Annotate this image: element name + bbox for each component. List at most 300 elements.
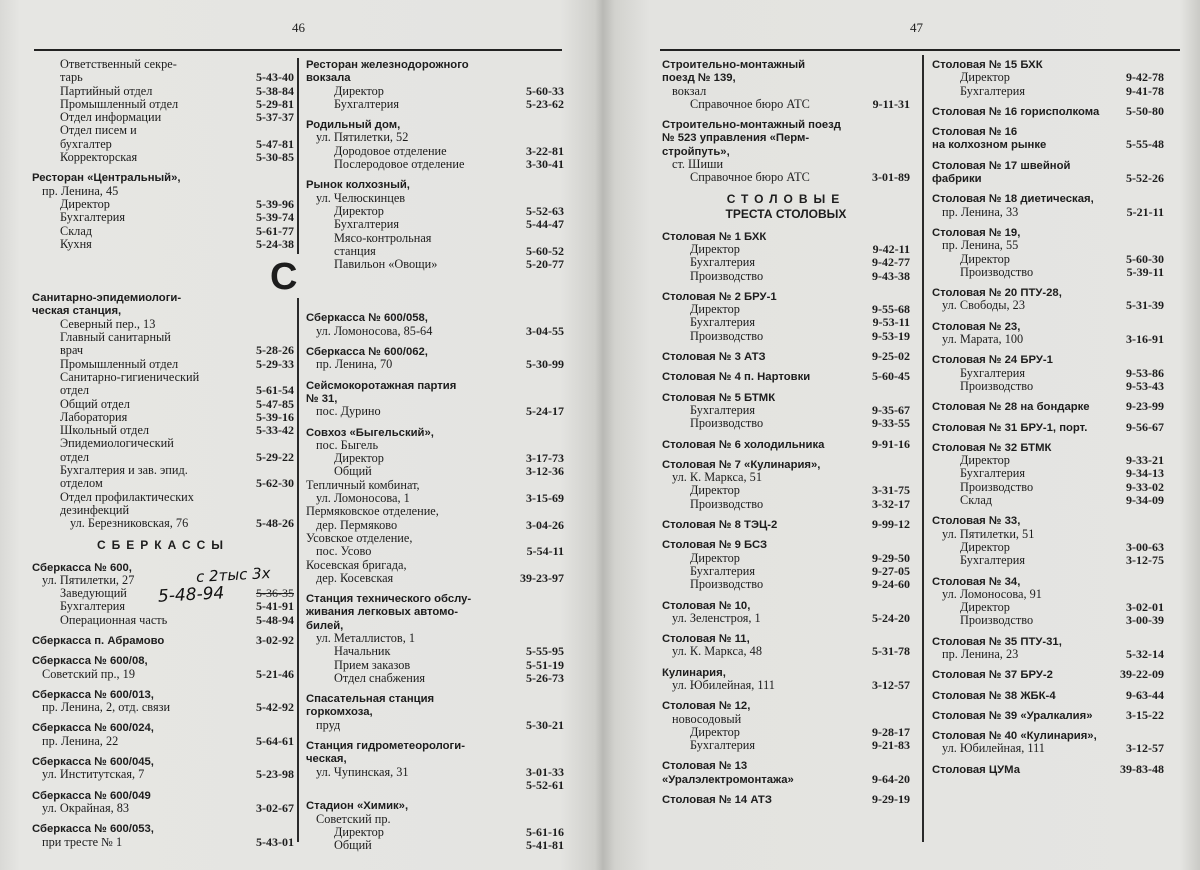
entry-line (32, 211, 294, 224)
phone-number: 9-23-99 (1126, 399, 1164, 414)
entry-label: Отдел снабжения (334, 670, 426, 685)
directory-entry (32, 171, 294, 251)
phone-number: 5-30-99 (526, 357, 564, 372)
entry-line (306, 192, 564, 205)
directory-entry (306, 178, 564, 271)
entry-line (32, 668, 294, 681)
entry-line (32, 98, 294, 111)
phone-number: 5-52-63 (526, 203, 564, 218)
column-1 (32, 58, 294, 856)
column-divider-left-bottom (297, 298, 299, 842)
phone-number: 39-83-48 (1120, 761, 1164, 776)
entry-label: Столовая № 15 БХК (932, 59, 1043, 71)
entry-line (306, 813, 564, 826)
directory-entry (662, 666, 910, 693)
entry-label: Дородовое отделение (334, 143, 447, 158)
entry-label: вокзал (672, 83, 707, 98)
entry-line (306, 258, 564, 271)
entry-label: Столовая № 33, (932, 515, 1021, 528)
entry-line (32, 491, 294, 504)
entry-label: Столовая № 9 БСЗ (662, 539, 768, 552)
entry-line (32, 111, 294, 124)
entry-line (306, 145, 564, 158)
entry-label: Бухгалтерия (334, 217, 400, 232)
entry-label: Стадион «Химик», (306, 800, 409, 813)
phone-number: 5-61-54 (256, 383, 294, 398)
entry-title-line (662, 370, 910, 383)
entry-line (662, 330, 910, 343)
entry-line (662, 85, 910, 98)
directory-entry (932, 763, 1164, 776)
entry-title-line (306, 426, 564, 439)
entry-line (306, 479, 564, 492)
entry-title-line (932, 729, 1164, 742)
entry-label: Строительно-монтажный (662, 59, 806, 71)
entry-label: Столовая № 35 ПТУ-31, (932, 635, 1062, 648)
entry-title-line (662, 438, 910, 451)
entry-label: ул. Чупинская, 31 (316, 764, 409, 779)
entry-line (662, 98, 910, 111)
section-heading (662, 192, 910, 222)
entry-label: Заведующий (60, 586, 127, 601)
entry-label: Послеродовое отделение (334, 157, 465, 172)
entry-label: на колхозном рынке (932, 139, 1047, 152)
phone-number: 3-17-73 (526, 451, 564, 466)
entry-label: Лаборатория (60, 409, 128, 424)
entry-line (662, 713, 910, 726)
phone-number: 3-22-81 (526, 143, 564, 158)
entry-label: Директор (690, 241, 740, 256)
directory-entry (306, 426, 564, 586)
phone-number: 3-02-01 (1126, 600, 1164, 615)
entry-line (662, 417, 910, 430)
entry-title-line (306, 592, 564, 605)
entry-line (306, 826, 564, 839)
entry-title-line (306, 705, 564, 718)
entry-line (662, 484, 910, 497)
directory-entry (932, 105, 1164, 118)
entry-label: Пермяковское отделение, (306, 504, 439, 519)
directory-entry (932, 729, 1164, 756)
phone-number: 9-34-09 (1126, 493, 1164, 508)
directory-entry (306, 345, 564, 372)
entry-title-line (662, 538, 910, 551)
entry-line (932, 380, 1164, 393)
entry-label: Столовая № 11, (662, 633, 750, 646)
directory-entry (932, 353, 1164, 393)
entry-label: пос. Быгель (316, 437, 379, 452)
directory-entry (932, 192, 1164, 219)
entry-title-line (662, 518, 910, 531)
entry-line (32, 614, 294, 627)
entry-label: ул. Ломоносова, 85-64 (316, 323, 433, 338)
entry-label: врач (60, 343, 84, 358)
entry-label: Промышленный отдел (60, 96, 179, 111)
entry-label: Отдел информации (60, 110, 162, 125)
phone-number: 9-53-19 (872, 328, 910, 343)
directory-entry (306, 58, 564, 111)
entry-line (932, 554, 1164, 567)
entry-label: Столовая № 3 АТЗ (662, 351, 766, 364)
entry-line (32, 225, 294, 238)
directory-entry (932, 441, 1164, 507)
entry-label: горкомхоза, (306, 706, 373, 719)
entry-label: Столовая № 10, (662, 599, 751, 612)
entry-label: Столовая № 16 (932, 126, 1018, 139)
entry-line (306, 505, 564, 518)
entry-title-line (662, 773, 910, 786)
entry-label: пр. Ленина, 45 (42, 183, 119, 198)
entry-line (662, 316, 910, 329)
directory-entry (932, 226, 1164, 279)
entry-line (32, 384, 294, 397)
entry-label: Производство (690, 268, 764, 283)
entry-label: Производство (960, 479, 1034, 494)
phone-number: 3-15-22 (1126, 707, 1164, 722)
entry-title-line (662, 599, 910, 612)
entry-line (932, 614, 1164, 627)
entry-label: Сберкасса № 600/053, (32, 823, 154, 836)
entry-label: живания легковых автомо- (306, 606, 459, 619)
phone-number: 9-53-11 (872, 315, 910, 330)
entry-title-line (306, 379, 564, 392)
phone-number: 9-11-31 (872, 96, 910, 111)
directory-entry (932, 575, 1164, 628)
phone-number: 9-53-43 (1126, 378, 1164, 393)
entry-label: пр. Ленина, 33 (942, 204, 1019, 219)
entry-title-line (932, 763, 1164, 776)
entry-title-line (306, 178, 564, 191)
entry-line (932, 742, 1164, 755)
entry-label: ул. К. Маркса, 51 (672, 470, 762, 485)
entry-label: Сберкасса п. Абрамово (32, 634, 165, 647)
phone-number: 3-01-33 (526, 764, 564, 779)
entry-label: Бухгалтерия (690, 315, 756, 330)
entry-label: Столовая № 14 АТЗ (662, 794, 772, 807)
entry-line (32, 504, 294, 517)
column-divider-right (922, 55, 924, 842)
entry-label: ул. Юбилейная, 111 (672, 677, 775, 692)
directory-entry (306, 739, 564, 792)
entry-line (932, 333, 1164, 346)
directory-entry (932, 635, 1164, 662)
phone-number: 9-64-20 (872, 771, 910, 786)
phone-number: 5-54-11 (526, 544, 564, 559)
phone-number: 9-42-77 (872, 255, 910, 270)
phone-number: 5-29-33 (256, 356, 294, 371)
entry-line (932, 588, 1164, 601)
phone-number: 5-26-73 (526, 670, 564, 685)
entry-label: Школьный отдел (60, 423, 150, 438)
directory-entry (662, 391, 910, 431)
entry-title-line (662, 145, 910, 158)
entry-label: Северный пер., 13 (60, 316, 156, 331)
entry-label: Столовая № 28 на бондарке (932, 401, 1090, 414)
directory-entry (32, 755, 294, 782)
phone-number: 3-04-26 (526, 517, 564, 532)
entry-label: Общий (334, 838, 372, 853)
entry-label: поезд № 139, (662, 72, 736, 85)
entry-line (662, 171, 910, 184)
entry-label: Ресторан «Центральный», (32, 172, 181, 185)
phone-number: 5-31-39 (1126, 298, 1164, 313)
entry-line (306, 779, 564, 792)
entry-line (306, 325, 564, 338)
entry-label: Столовая ЦУМа (932, 763, 1021, 776)
entry-title-line (306, 392, 564, 405)
directory-entry (932, 709, 1164, 722)
entry-title-line (932, 226, 1164, 239)
entry-title-line (662, 350, 910, 363)
entry-title-line (32, 721, 294, 734)
entry-line (662, 270, 910, 283)
entry-label: пр. Ленина, 23 (942, 646, 1019, 661)
entry-title-line (306, 739, 564, 752)
entry-label: Корректорская (60, 150, 138, 165)
entry-title-line (306, 118, 564, 131)
phone-number: 5-50-80 (1126, 103, 1164, 118)
phone-number: 3-12-57 (1126, 741, 1164, 756)
entry-line (32, 58, 294, 71)
directory-entry (662, 458, 910, 511)
entry-line (662, 404, 910, 417)
directory-entry (32, 291, 294, 530)
directory-entry (662, 538, 910, 591)
phone-number: 5-38-84 (256, 83, 294, 98)
entry-label: Бухгалтерия (60, 599, 126, 614)
phone-number: 5-21-11 (1126, 204, 1164, 219)
entry-title-line (306, 799, 564, 812)
phone-number: 3-12-57 (872, 677, 910, 692)
directory-entry (306, 799, 564, 852)
entry-label: Бухгалтерия (690, 738, 756, 753)
entry-label: Директор (60, 196, 110, 211)
entry-line (306, 559, 564, 572)
entry-label: Производство (960, 378, 1034, 393)
entry-title-line (306, 71, 564, 84)
entry-label: Родильный дом, (306, 119, 401, 132)
entry-line (306, 492, 564, 505)
entry-title-line (32, 789, 294, 802)
entry-line (306, 245, 564, 258)
entry-label: Бухгалтерия (690, 402, 756, 417)
directory-entry (306, 118, 564, 171)
entry-line (662, 679, 910, 692)
entry-label: отдел (60, 449, 90, 464)
phone-number: 5-43-01 (256, 834, 294, 849)
entry-label: Столовая № 13 (662, 760, 748, 773)
phone-number: 5-30-21 (526, 717, 564, 732)
column-divider-left-top (297, 58, 299, 254)
entry-line (662, 565, 910, 578)
entry-label: Сберкасса № 600/024, (32, 722, 154, 735)
entry-label: ул. Березниковская, 76 (70, 516, 189, 531)
entry-label: Директор (690, 483, 740, 498)
entry-line (32, 437, 294, 450)
entry-label: Промышленный отдел (60, 356, 179, 371)
directory-entry (32, 634, 294, 647)
directory-entry (662, 632, 910, 659)
entry-line (662, 243, 910, 256)
phone-number: 5-55-95 (526, 644, 564, 659)
page-number-left: 46 (292, 20, 305, 35)
entry-title-line (932, 514, 1164, 527)
entry-label: ул. Челюскинцев (316, 190, 406, 205)
entry-label: Сберкасса № 600/013, (32, 688, 154, 701)
entry-label: Столовая № 20 ПТУ-28, (932, 287, 1062, 300)
phone-number: 5-51-19 (526, 657, 564, 672)
entry-label: Производство (960, 613, 1034, 628)
entry-label: Производство (690, 416, 764, 431)
entry-title-line (32, 822, 294, 835)
phone-number: 5-47-85 (256, 396, 294, 411)
entry-line (32, 344, 294, 357)
entry-title-line (932, 172, 1164, 185)
phone-number: 3-02-92 (256, 632, 294, 647)
entry-label: Столовая № 8 ТЭЦ-2 (662, 519, 778, 532)
phone-number: 5-23-98 (256, 767, 294, 782)
entry-label: Директор (690, 550, 740, 565)
phone-number: 5-39-16 (256, 409, 294, 424)
entry-label: пр. Ленина, 70 (316, 357, 393, 372)
entry-line (306, 205, 564, 218)
entry-label: Тепличный комбинат, (306, 477, 420, 492)
phone-number: 5-47-81 (256, 136, 294, 151)
entry-title-line (662, 458, 910, 471)
phone-number: 5-44-47 (526, 217, 564, 232)
entry-label: бухгалтер (60, 136, 112, 151)
entry-label: Общий (334, 464, 372, 479)
entry-line (306, 719, 564, 732)
phone-number: 5-41-81 (526, 838, 564, 853)
entry-title-line (932, 421, 1164, 434)
entry-label: ст. Шиши (672, 157, 724, 172)
phone-number: 3-02-67 (256, 800, 294, 815)
entry-label: Производство (690, 328, 764, 343)
entry-label: Усовское отделение, (306, 530, 413, 545)
entry-line (32, 477, 294, 490)
entry-label: Спасательная станция (306, 693, 435, 706)
phone-number: 5-39-74 (256, 210, 294, 225)
entry-line (306, 632, 564, 645)
directory-entry (306, 379, 564, 419)
entry-label: Столовая № 38 ЖБК-4 (932, 689, 1056, 702)
phone-number: 5-41-91 (256, 599, 294, 614)
entry-line (32, 802, 294, 815)
directory-entry (932, 514, 1164, 567)
phone-number: 5-60-52 (526, 243, 564, 258)
entry-label: Директор (960, 251, 1010, 266)
entry-label: ул. Юбилейная, 111 (942, 741, 1045, 756)
entry-label: Мясо-контрольная (334, 230, 432, 245)
phone-number: 5-29-81 (256, 96, 294, 111)
entry-label: Производство (690, 496, 764, 511)
phone-number: 5-61-77 (256, 223, 294, 238)
phone-number: 5-60-33 (526, 83, 564, 98)
phone-number: 3-12-75 (1126, 553, 1164, 568)
phone-number: 3-16-91 (1126, 332, 1164, 347)
entry-title-line (662, 391, 910, 404)
entry-line (32, 768, 294, 781)
directory-entry (662, 58, 910, 111)
entry-line (932, 648, 1164, 661)
entry-line (306, 218, 564, 231)
phone-number: 9-99-12 (872, 517, 910, 532)
top-rule-right (660, 49, 1180, 51)
entry-line (32, 71, 294, 84)
entry-label: Бухгалтерия (960, 365, 1026, 380)
phone-number: 5-60-30 (1126, 251, 1164, 266)
entry-label: Столовая № 31 БРУ-1, порт. (932, 421, 1088, 434)
phone-number: 3-01-89 (872, 170, 910, 185)
entry-label: ул. Институтская, 7 (42, 767, 145, 782)
entry-label: тарь (60, 70, 83, 85)
entry-title-line (932, 668, 1164, 681)
entry-label: Бухгалтерия (960, 466, 1026, 481)
phone-number: 9-35-67 (872, 402, 910, 417)
entry-line (306, 131, 564, 144)
entry-title-line (662, 118, 910, 131)
phone-number: 5-61-16 (526, 824, 564, 839)
directory-entry (662, 599, 910, 626)
directory-entry (662, 438, 910, 451)
directory-entry (32, 822, 294, 849)
entry-label: ул. Пятилетки, 52 (316, 130, 409, 145)
entry-title-line (306, 692, 564, 705)
entry-label: Столовая № 7 «Кулинария», (662, 458, 821, 471)
entry-label: ческая, (306, 753, 347, 766)
phone-number: 3-15-69 (526, 491, 564, 506)
entry-line (32, 411, 294, 424)
entry-label: Столовая № 16 горисполкома (932, 105, 1100, 118)
directory-entry (932, 421, 1164, 434)
phone-number: 5-52-61 (526, 777, 564, 792)
entry-label: Столовая № 5 БТМК (662, 391, 776, 404)
phone-number: 3-32-17 (872, 496, 910, 511)
entry-label: Производство (690, 577, 764, 592)
phone-number: 9-53-86 (1126, 365, 1164, 380)
entry-label: Столовая № 12, (662, 700, 751, 713)
entry-label: Директор (960, 539, 1010, 554)
entry-title-line (662, 290, 910, 303)
phone-number: 5-28-26 (256, 343, 294, 358)
phone-number-struck: 5-36-35 (256, 586, 294, 601)
phone-number: 9-33-21 (1126, 453, 1164, 468)
phone-number: 5-39-96 (256, 196, 294, 211)
directory-entry (662, 118, 910, 184)
entry-label: ул. Ломоносова, 91 (942, 586, 1042, 601)
entry-label: Операционная часть (60, 612, 168, 627)
entry-line (306, 545, 564, 558)
directory-entry (662, 699, 910, 752)
entry-line (32, 464, 294, 477)
entry-line (32, 318, 294, 331)
entry-label: Бухгалтерия (60, 210, 126, 225)
entry-label: Директор (960, 600, 1010, 615)
directory-entry (306, 311, 564, 338)
entry-label: Кухня (60, 236, 92, 251)
entry-line (32, 124, 294, 137)
phone-number: 5-60-45 (872, 369, 910, 384)
entry-line (662, 726, 910, 739)
column-4 (932, 58, 1164, 783)
entry-line (932, 494, 1164, 507)
entry-title-line (932, 286, 1164, 299)
phone-number: 3-00-39 (1126, 613, 1164, 628)
directory-entry (662, 759, 910, 786)
entry-label: Столовая № 1 БХК (662, 230, 767, 243)
phone-number: 5-48-26 (256, 516, 294, 531)
